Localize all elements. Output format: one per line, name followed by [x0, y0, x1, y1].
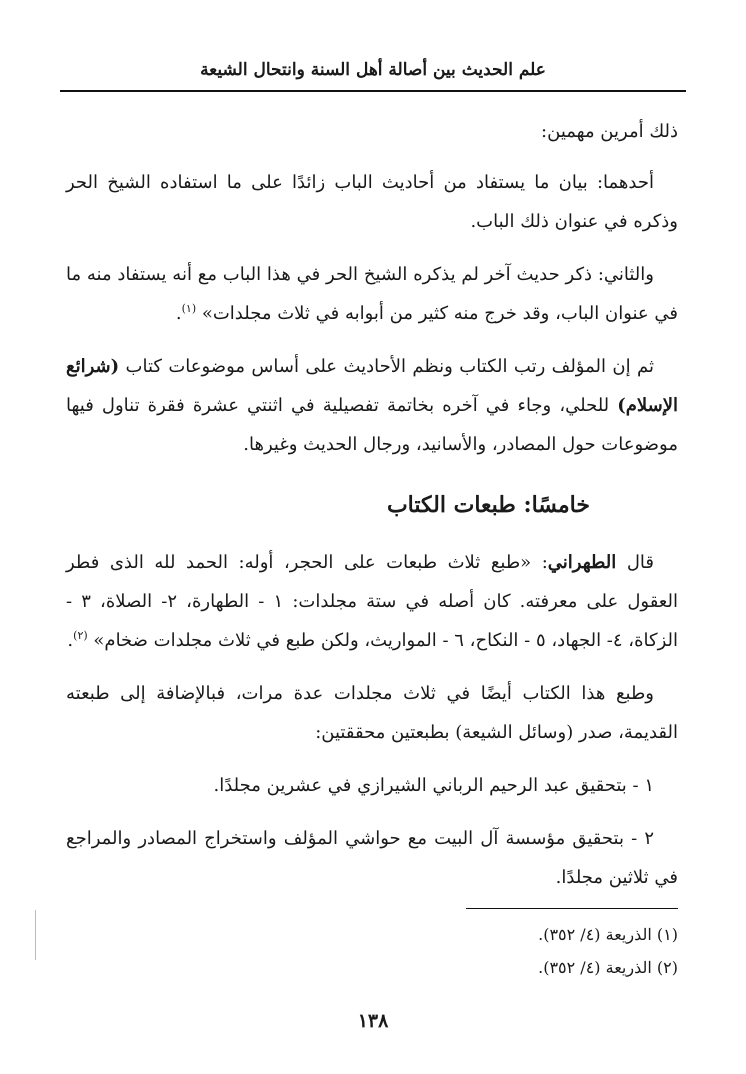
- header-rule: [60, 90, 686, 92]
- footnotes: [66, 918, 678, 984]
- running-header: علم الحديث بين أصالة أهل السنة وانتحال الشيعة: [200, 60, 546, 80]
- paragraph-second-end: .: [175, 303, 182, 324]
- main-text: [66, 112, 678, 897]
- margin-mark: [35, 910, 36, 960]
- book-title-sharai: (شرائع الإسلام): [66, 356, 678, 416]
- paragraph-fourth-b: : «طبع ثلاث طبعات على الحجر، أوله: الحمد لله الذى فطر العقول على معرفته. كان أصله في ستة مجلدات: ١ - الطهارة، ٢- الصلاة، ٣ - الزكاة، ٤- الجهاد، ٥ - النكاح، ٦ - المواريث، ولكن طبع في ثلاث مجلدات ضخام»: [66, 552, 678, 651]
- paragraph-fourth-end: .: [67, 630, 74, 651]
- page-number: ١٣٨: [357, 1010, 389, 1032]
- footnote-1: (١) الذريعة (٤/ ٣٥٢).: [538, 925, 678, 944]
- footnote-ref-1[interactable]: (١): [181, 302, 197, 315]
- list-item-2: ٢ - بتحقيق مؤسسة آل البيت مع حواشي المؤلف واستخراج المصادر والمراجع في ثلاثين مجلدًا.: [66, 828, 678, 888]
- paragraph-third-a: ثم إن المؤلف رتب الكتاب ونظم الأحاديث على أساس موضوعات كتاب: [125, 356, 654, 377]
- footnote-rule: [466, 908, 678, 909]
- footnote-2: (٢) الذريعة (٤/ ٣٥٢).: [538, 958, 678, 977]
- intro-line: ذلك أمرين مهمين:: [541, 121, 678, 142]
- paragraph-third-b: للحلي، وجاء في آخره بخاتمة تفصيلية في اثنتي عشرة فقرة تناول فيها موضوعات حول المصادر، والأسانيد، ورجال الحديث وغيرها.: [66, 395, 678, 455]
- paragraph-fourth-a: قال: [626, 552, 654, 573]
- section-title: خامسًا: طبعات الكتاب: [386, 492, 590, 518]
- list-item-1: ١ - بتحقيق عبد الرحيم الرباني الشيرازي في عشرين مجلدًا.: [213, 775, 654, 796]
- author-tehrani: الطهراني: [547, 552, 617, 573]
- footnote-ref-2[interactable]: (٢): [73, 629, 88, 642]
- paragraph-fourth: [66, 543, 678, 660]
- paragraph-fifth: وطبع هذا الكتاب أيضًا في ثلاث مجلدات عدة مرات، فبالإضافة إلى طبعته القديمة، صدر (وسائل الشيعة) بطبعتين محققتين:: [66, 683, 678, 743]
- paragraph-second: [66, 255, 678, 333]
- paragraph-third: [66, 347, 678, 464]
- paragraph-second-text: والثاني: ذكر حديث آخر لم يذكره الشيخ الحر في هذا الباب مع أنه يستفاد منه ما في عنوان الباب، وقد خرج منه كثير من أبوابه في ثلاث مجلدات»: [66, 264, 678, 324]
- paragraph-first: أحدهما: بيان ما يستفاد من أحاديث الباب زائدًا على ما استفاده الشيخ الحر وذكره في عنوان ذلك الباب.: [66, 172, 678, 232]
